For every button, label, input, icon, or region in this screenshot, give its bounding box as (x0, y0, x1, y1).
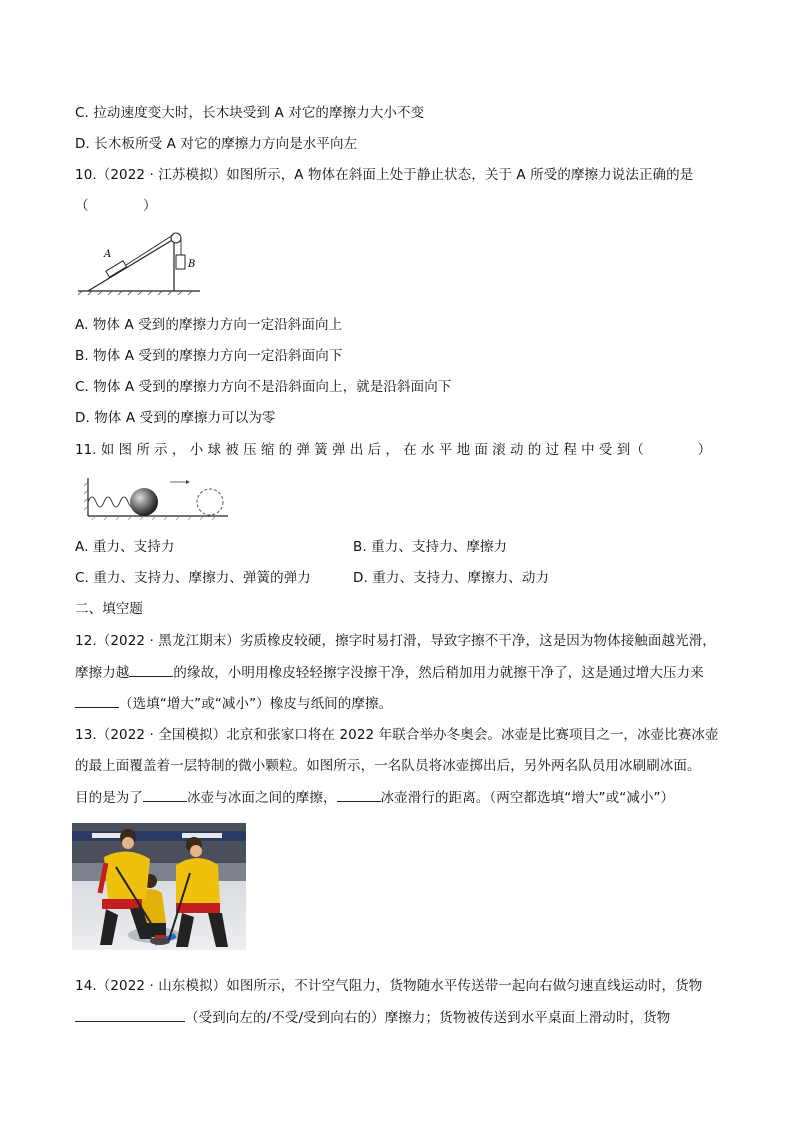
q12-line-3 (75, 694, 392, 713)
q11-option-b: B. 重力、支持力、摩擦力 (353, 539, 508, 555)
q12-text-a: 摩擦力越 (75, 665, 130, 681)
q10-option-c: C. 物体 A 受到的摩擦力方向不是沿斜面向上，就是沿斜面向下 (75, 379, 452, 395)
q14-blank-1[interactable] (75, 1008, 185, 1022)
label-block-a: A (104, 249, 112, 260)
q13-text-a: 目的是为了 (75, 790, 143, 806)
section-title-fill-blank: 二、填空题 (75, 601, 143, 617)
q14-line-1: 14.（2022 · 山东模拟）如图所示，不计空气阻力，货物随水平传送带一起向右做匀速直线运动时，货物 (75, 978, 703, 994)
q12-line-1: 12.（2022 · 黑龙江期末）劣质橡皮较硬，擦字时易打滑，导致字擦不干净，这是因为物体接触面越光滑， (75, 633, 716, 649)
q11-option-d: D. 重力、支持力、摩擦力、动力 (353, 570, 550, 586)
q12-text-c: （选填“增大”或“减小”）橡皮与纸间的摩擦。 (119, 696, 393, 712)
q11-stem: 11. 如 图 所 示 ， 小 球 被 压 缩 的 弹 簧 弹 出 后 ， 在 水 平 地 面 滚 动 的 过 程 中 受 到（ ） (75, 442, 712, 458)
q14-line-2 (75, 1008, 670, 1027)
q11-option-c: C. 重力、支持力、摩擦力、弹簧的弹力 (75, 570, 311, 586)
q9-option-c: C. 拉动速度变大时，长木块受到 A 对它的摩擦力大小不变 (75, 105, 425, 121)
q13-line-3 (75, 788, 674, 807)
q10-option-a: A. 物体 A 受到的摩擦力方向一定沿斜面向上 (75, 317, 343, 333)
q12-text-b: 的缘故，小明用橡皮轻轻擦字没擦干净，然后稍加用力就擦干净了，这是通过增大压力来 (173, 665, 704, 681)
curling-photo (72, 823, 246, 950)
q14-text-a: （受到向左的/不受/受到向右的）摩擦力；货物被传送到水平桌面上滑动时，货物 (185, 1010, 671, 1026)
q10-option-d: D. 物体 A 受到的摩擦力可以为零 (75, 410, 276, 426)
q13-blank-2[interactable] (337, 788, 381, 802)
q13-line-2: 的最上面覆盖着一层特制的微小颗粒。如图所示，一名队员将冰壶掷出后，另外两名队员用冰刷刷冰面。 (75, 758, 701, 774)
q12-blank-1[interactable] (129, 663, 173, 677)
q12-line-2 (75, 663, 704, 682)
q13-line-1: 13.（2022 · 全国模拟）北京和张家口将在 2022 年联合举办冬奥会。冰壶是比赛项目之一，冰壶比赛冰壶 (75, 727, 719, 743)
q10-answer-paren: （ ） (75, 198, 157, 214)
q11-option-a: A. 重力、支持力 (75, 539, 175, 555)
q13-blank-1[interactable] (143, 788, 187, 802)
q12-blank-2[interactable] (75, 694, 119, 708)
q9-option-d: D. 长木板所受 A 对它的摩擦力方向是水平向左 (75, 136, 358, 152)
q10-stem: 10.（2022 · 江苏模拟）如图所示，A 物体在斜面上处于静止状态，关于 A 所受的摩擦力说法正确的是 (75, 167, 694, 183)
label-block-b: B (188, 259, 196, 270)
q13-text-b: 冰壶与冰面之间的摩擦， (187, 790, 337, 806)
spring-ball-figure (82, 474, 232, 522)
incline-pulley-figure (74, 225, 204, 297)
q10-option-b: B. 物体 A 受到的摩擦力方向一定沿斜面向下 (75, 348, 343, 364)
q13-text-c: 冰壶滑行的距离。（两空都选填“增大”或“减小”） (380, 790, 675, 806)
